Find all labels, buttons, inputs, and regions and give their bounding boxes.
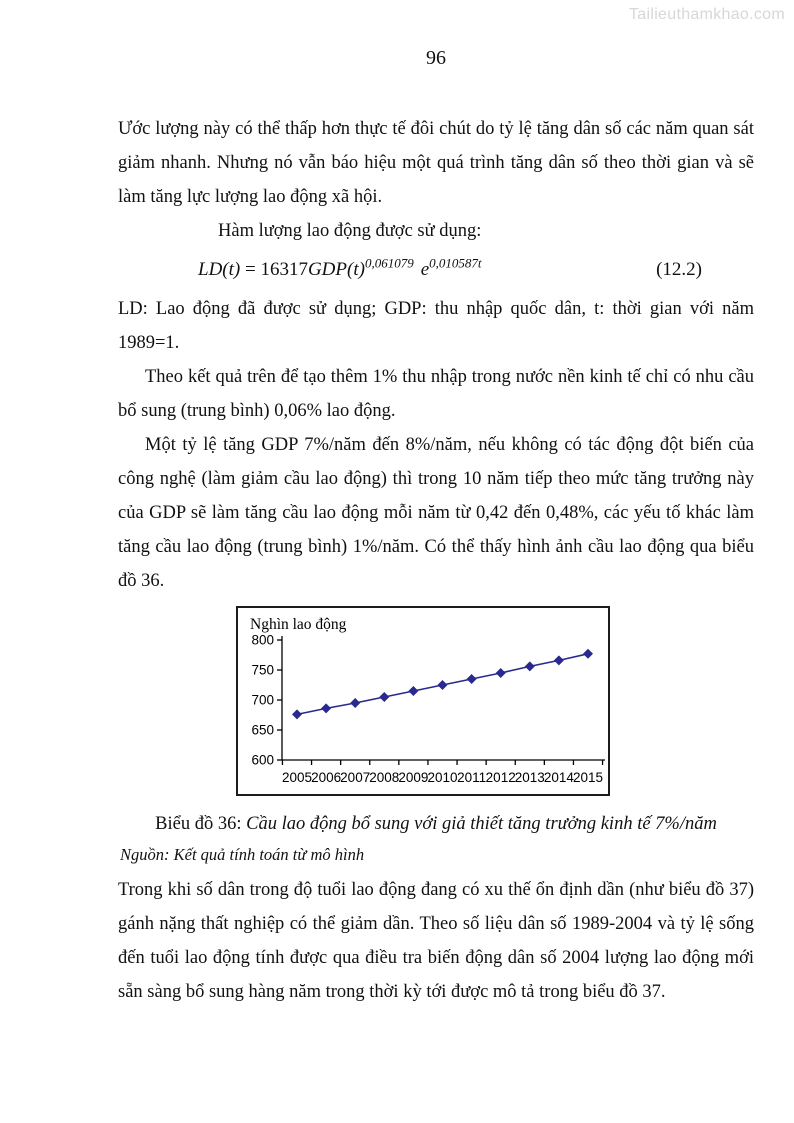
equation-body: $LD(t) = 16317GDP(t)^{0,061079}$ $e^{0,010587t}$	[198, 255, 482, 280]
svg-text:2011: 2011	[457, 770, 487, 785]
svg-text:2008: 2008	[369, 770, 400, 785]
svg-text:750: 750	[251, 662, 274, 678]
svg-text:2005: 2005	[281, 770, 313, 785]
paragraph-equation-legend: LD: Lao động đã được sử dụng; GDP: thu nhập quốc dân, t: thời gian với năm 1989=1.	[118, 299, 754, 353]
paragraph-gdp-growth: Một tỷ lệ tăng GDP 7%/năm đến 8%/năm, nếu không có tác động đột biến của công nghệ (làm giảm cầu lao động) thì trong 10 năm tiếp theo mức tăng trưởng này của GDP sẽ làm tăng cầu lao động mỗi năm từ 0,42 đến 0,48%, các yếu tố khác làm tăng cầu lao động (trung bình) 1%/năm. Có thể thấy hình ảnh cầu lao động qua biểu đồ 36.	[118, 435, 754, 591]
paragraph-working-age-population: Trong khi số dân trong độ tuổi lao động đang có xu thế ổn định dần (như biểu đồ 37) gánh nặng thất nghiệp có thể giảm dần. Theo số liệu dân số 1989-2004 và tỷ lệ sống đến tuổi lao động tính được qua điều tra biến động dân số 2004 lượng lao động mới sẵn sàng bổ sung hàng năm trong thời kỳ tới được mô tả trong biểu đồ 37.	[118, 880, 754, 1002]
chart-caption-label: Biểu đồ 36:	[155, 814, 242, 834]
labor-demand-chart	[236, 606, 610, 796]
labor-demand-chart-svg	[238, 608, 608, 794]
svg-text:600: 600	[251, 752, 274, 768]
labor-demand-equation	[118, 248, 754, 292]
svg-text:2006: 2006	[311, 770, 342, 785]
svg-text:800: 800	[251, 632, 274, 648]
svg-text:700: 700	[251, 692, 274, 708]
paragraph-population-estimate: Ước lượng này có thể thấp hơn thực tế đôi chút do tỷ lệ tăng dân số các năm quan sát giảm nhanh. Nhưng nó vẫn báo hiệu một quá trình tăng dân số theo thời gian và sẽ làm tăng lực lượng lao động xã hội.	[118, 119, 754, 207]
svg-text:2015: 2015	[572, 770, 604, 785]
equation-intro-line: Hàm lượng lao động được sử dụng:	[218, 221, 482, 241]
svg-text:2010: 2010	[427, 770, 458, 785]
chart-caption-text: Cầu lao động bổ sung với giả thiết tăng trưởng kinh tế 7%/năm	[241, 814, 717, 834]
svg-text:650: 650	[251, 722, 274, 738]
watermark: Tailieuthamkhao.com	[629, 6, 785, 23]
chart-caption	[118, 809, 754, 839]
page-number: 96	[426, 47, 446, 69]
svg-text:2013: 2013	[514, 770, 545, 785]
svg-text:2009: 2009	[398, 770, 429, 785]
page-content	[118, 112, 754, 1009]
svg-text:2012: 2012	[485, 770, 516, 785]
svg-text:Nghìn lao động: Nghìn lao động	[250, 616, 347, 633]
svg-text:2007: 2007	[340, 770, 371, 785]
equation-number: (12.2)	[656, 259, 702, 280]
svg-text:2014: 2014	[543, 770, 574, 785]
chart-source-note: Nguồn: Kết quả tính toán từ mô hình	[120, 845, 365, 864]
paragraph-labor-need: Theo kết quả trên để tạo thêm 1% thu nhập trong nước nền kinh tế chỉ có nhu cầu bổ sung (trung bình) 0,06% lao động.	[118, 367, 754, 421]
